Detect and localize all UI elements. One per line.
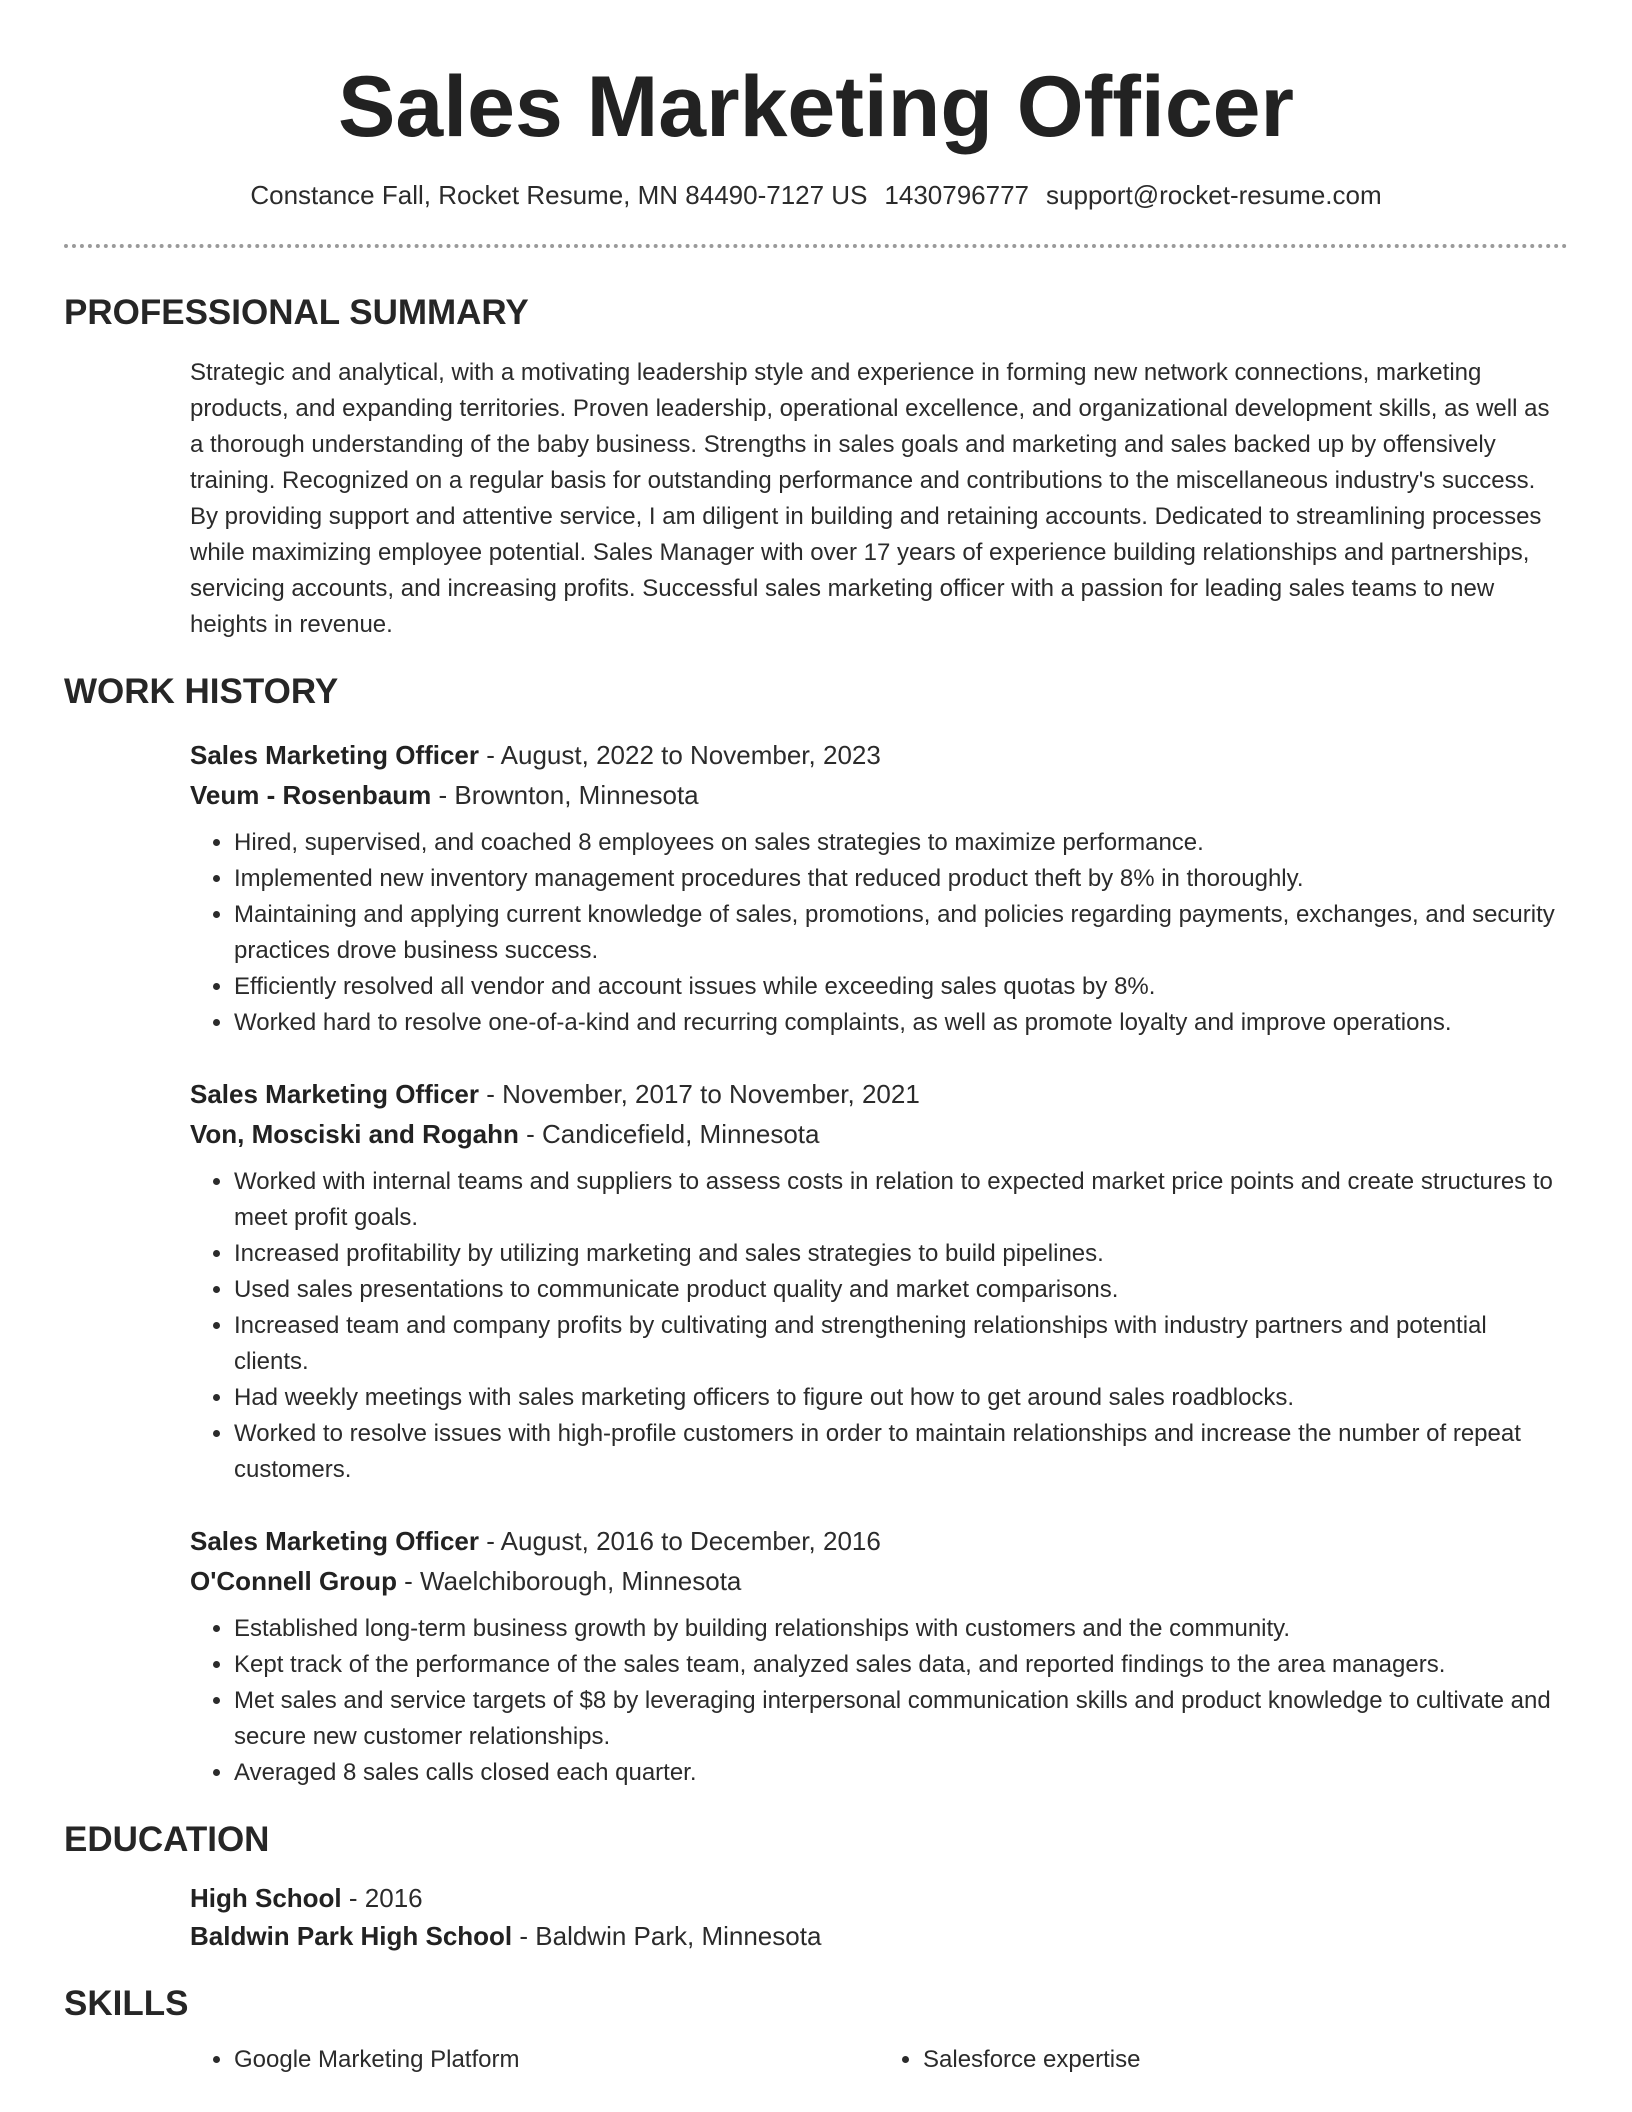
education-school: Baldwin Park High School	[190, 1921, 513, 1951]
job-bullet: • Increased profitability by utilizing marketing and sales strategies to build pipelines.	[234, 1236, 1568, 1272]
skill-item: • Salesforce expertise	[923, 2042, 1568, 2078]
job-title: Sales Marketing Officer	[190, 1079, 479, 1109]
job-title-line	[190, 1521, 1568, 1561]
skill-item: • Google Marketing Platform	[234, 2042, 879, 2078]
education-degree: High School	[190, 1883, 342, 1913]
job-location: - Candicefield, Minnesota	[518, 1119, 820, 1149]
job-bullet: • Had weekly meetings with sales marketing officers to figure out how to get around sales roadblocks.	[234, 1380, 1568, 1416]
job-company-line	[190, 1114, 1568, 1154]
job-title: Sales Marketing Officer	[190, 740, 479, 770]
job-company: O'Connell Group	[190, 1566, 397, 1596]
job-title: Sales Marketing Officer	[190, 1526, 479, 1556]
job-location: - Waelchiborough, Minnesota	[396, 1566, 742, 1596]
job-company-line	[190, 775, 1568, 815]
job-title-line	[190, 1074, 1568, 1114]
job-bullets	[190, 1611, 1568, 1791]
job-title-line	[190, 735, 1568, 775]
job-dates: - August, 2022 to November, 2023	[479, 740, 881, 770]
resume-title: Sales Marketing Officer	[338, 59, 1294, 155]
job-company: Veum - Rosenbaum	[190, 780, 432, 810]
job-dates: - August, 2016 to December, 2016	[479, 1526, 881, 1556]
job-entry	[190, 1521, 1568, 1791]
job-bullet: • Averaged 8 sales calls closed each quarter.	[234, 1755, 1568, 1791]
job-bullet: • Hired, supervised, and coached 8 employees on sales strategies to maximize performance.	[234, 825, 1568, 861]
job-bullet: • Increased team and company profits by cultivating and strengthening relationships with industry partners and potential clients.	[234, 1308, 1568, 1380]
job-bullet: • Worked to resolve issues with high-profile customers in order to maintain relationships and increase the number of repeat customers.	[234, 1416, 1568, 1488]
job-bullet: • Met sales and service targets of $8 by leveraging interpersonal communication skills and product knowledge to cultivate and secure new customer relationships.	[234, 1683, 1568, 1755]
skills-list-right	[879, 2042, 1568, 2078]
job-bullet: • Worked hard to resolve one-of-a-kind and recurring complaints, as well as promote loyalty and improve operations.	[234, 1005, 1568, 1041]
job-entry	[190, 735, 1568, 1041]
job-location: - Brownton, Minnesota	[431, 780, 699, 810]
contact-phone: 1430796777	[884, 180, 1030, 210]
job-bullet: • Kept track of the performance of the sales team, analyzed sales data, and reported findings to the area managers.	[234, 1647, 1568, 1683]
job-bullet: • Efficiently resolved all vendor and account issues while exceeding sales quotas by 8%.	[234, 969, 1568, 1005]
job-dates: - November, 2017 to November, 2021	[479, 1079, 920, 1109]
work-history-section	[190, 735, 1568, 1791]
education-year: - 2016	[341, 1883, 423, 1913]
summary-text: Strategic and analytical, with a motivating leadership style and experience in forming new network connections, marketing products, and expanding territories. Proven leadership, operational excellence, and organizational development skills, as well as a thorough understanding of the baby business. Strengths in sales goals and marketing and sales backed up by offensively training. Recognized on a regular basis for outstanding performance and contributions to the miscellaneous industry's success. By providing support and attentive service, I am diligent in building and retaining accounts. Dedicated to streamlining processes while maximizing employee potential. Sales Manager with over 17 years of experience building relationships and partnerships, servicing accounts, and increasing profits. Successful sales marketing officer with a passion for leading sales teams to new heights in revenue.	[190, 359, 1550, 638]
education-location: - Baldwin Park, Minnesota	[512, 1921, 822, 1951]
contact-address: Constance Fall, Rocket Resume, MN 84490-7127 US	[250, 180, 868, 210]
job-bullet: • Worked with internal teams and suppliers to assess costs in relation to expected market price points and create structures to meet profit goals.	[234, 1164, 1568, 1236]
skills-section	[190, 2042, 1568, 2078]
job-bullet: • Established long-term business growth by building relationships with customers and the community.	[234, 1611, 1568, 1647]
education-degree-line	[190, 1879, 1568, 1917]
job-bullet: • Used sales presentations to communicate product quality and market comparisons.	[234, 1272, 1568, 1308]
summary-section	[190, 355, 1568, 643]
job-company-line	[190, 1561, 1568, 1601]
skills-list-left	[190, 2042, 879, 2078]
education-heading: EDUCATION	[64, 1820, 270, 1859]
job-bullets	[190, 1164, 1568, 1488]
contact-line	[64, 178, 1568, 212]
job-bullets	[190, 825, 1568, 1041]
header-divider	[64, 244, 1568, 248]
education-school-line	[190, 1917, 1568, 1955]
education-section	[190, 1879, 1568, 1955]
job-bullet: • Implemented new inventory management procedures that reduced product theft by 8% in thoroughly.	[234, 861, 1568, 897]
work-history-heading: WORK HISTORY	[64, 672, 339, 711]
summary-heading: PROFESSIONAL SUMMARY	[64, 293, 529, 332]
job-bullet: • Maintaining and applying current knowledge of sales, promotions, and policies regarding payments, exchanges, and security practices drove business success.	[234, 897, 1568, 969]
contact-email: support@rocket-resume.com	[1046, 180, 1382, 210]
job-company: Von, Mosciski and Rogahn	[190, 1119, 519, 1149]
job-entry	[190, 1074, 1568, 1488]
skills-heading: SKILLS	[64, 1984, 189, 2023]
